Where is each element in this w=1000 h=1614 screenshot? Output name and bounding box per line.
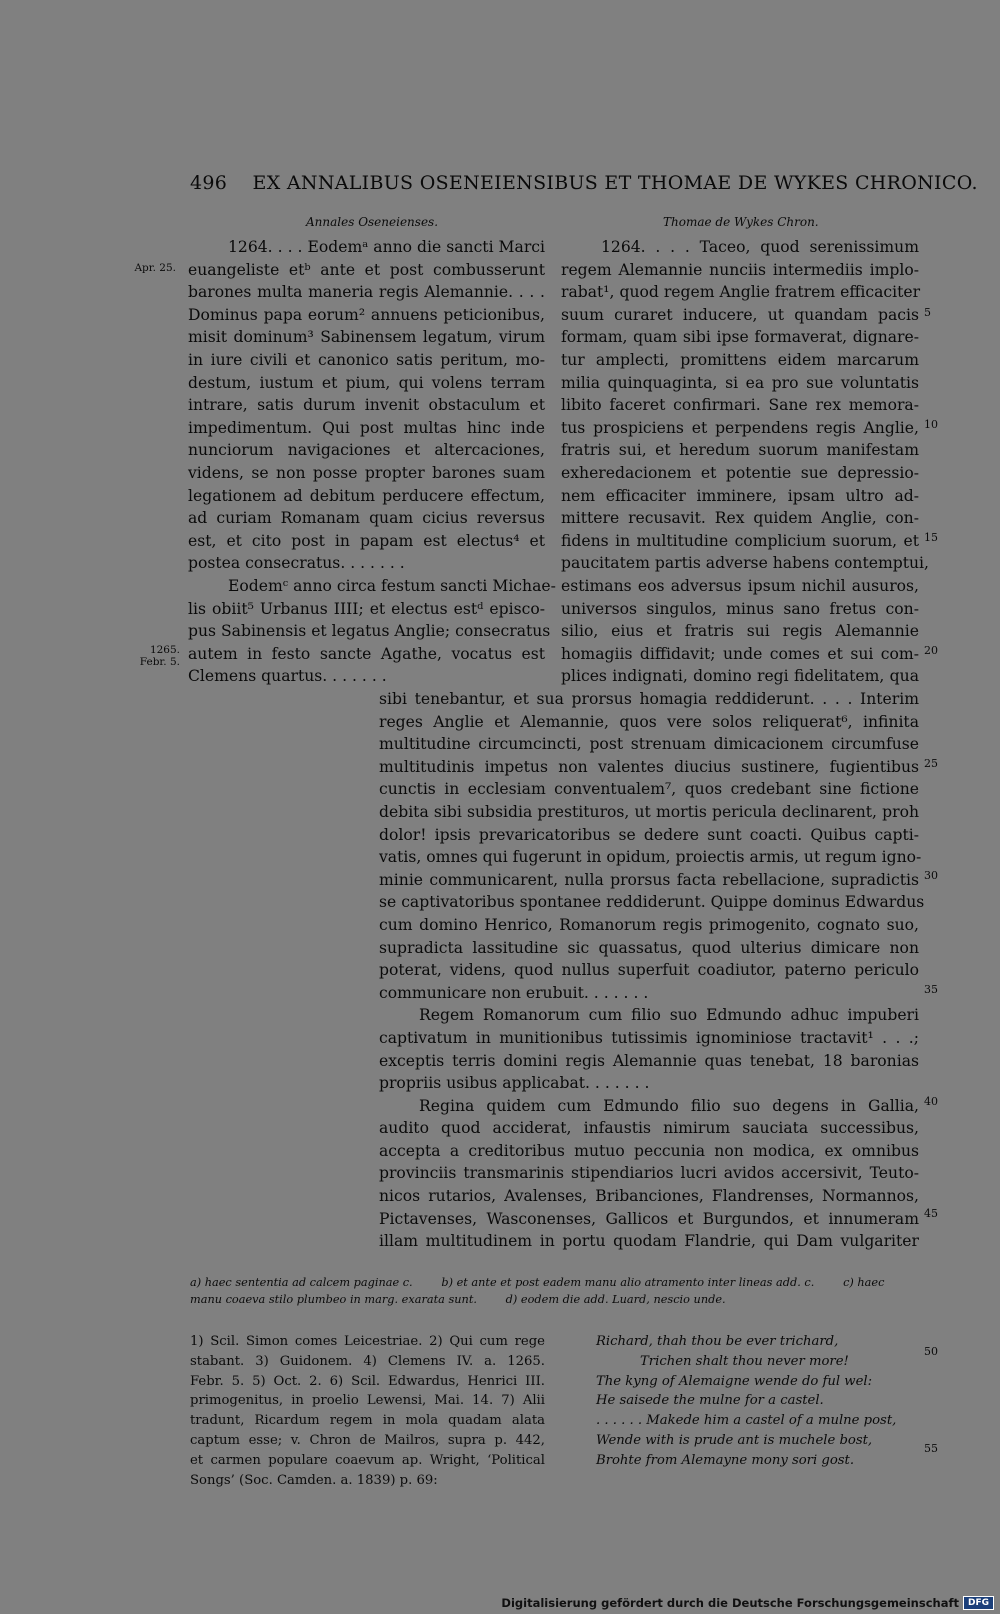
footnote-line: Songs’ (Soc. Camden. a. 1839) p. 69:: [190, 1472, 438, 1488]
text-line: Eodemᶜ anno circa festum sancti Michae-: [228, 576, 556, 595]
dfg-logo: DFG: [963, 1596, 994, 1610]
text-line: destum, iustum et pium, qui volens terram: [188, 373, 545, 392]
footnotes: [190, 1332, 545, 1490]
poem-line: Wende with is prude ant is muchele bost,: [596, 1432, 873, 1448]
poem-line: Trichen shalt thou never more!: [640, 1353, 849, 1369]
text-line: multitudinis impetus non valentes diucius sustinere, fugientibus: [379, 757, 919, 776]
poem-line: He saisede the mulne for a castel.: [596, 1393, 824, 1409]
text-line: propriis usibus applicabat. . . . . . .: [379, 1074, 650, 1093]
text-line: multitudine circumcincti, post strenuam dimicacionem circumfuse: [379, 735, 919, 754]
text-line: exceptis terris domini regis Alemannie quas tenebat, 18 baronias: [379, 1051, 919, 1070]
margin-date-apr: Apr. 25.: [134, 262, 176, 274]
text-line: fratris sui, et heredum suorum manifestam: [561, 441, 919, 460]
text-line: postea consecratus. . . . . . .: [188, 554, 405, 573]
text-line: homagiis diffidavit; unde comes et sui com-: [561, 644, 919, 663]
poem-quotation: [596, 1332, 916, 1471]
text-line: fidens in multitudine complicium suorum, et: [561, 531, 919, 550]
line-number: 50: [924, 1345, 938, 1358]
line-number: 10: [924, 418, 938, 431]
critical-note-line: a) haec sententia ad calcem paginae c. b) et ante et post eadem manu alio atramento inter lineas add. c. c) haec: [190, 1276, 885, 1289]
text-line: audito quod acciderat, infaustis nimirum sauciata successibus,: [379, 1119, 919, 1138]
line-number: 25: [924, 757, 938, 770]
footnote-line: stabant. 3) Guidonem. 4) Clemens IV. a. 1265.: [190, 1353, 545, 1369]
text-line: in iure civili et canonico satis peritum, mo-: [188, 350, 545, 369]
text-line: paucitatem partis adverse habens contemptui,: [561, 554, 929, 573]
text-line: nunciorum navigaciones et altercaciones,: [188, 441, 545, 460]
footnote-line: et carmen populare coaevum ap. Wright, ‘Political: [190, 1452, 545, 1468]
text-line: ad curiam Romanam quam cicius reversus: [188, 509, 545, 528]
line-number: 40: [924, 1095, 938, 1108]
text-line: 1264. . . . Taceo, quod serenissimum: [601, 238, 919, 256]
footnote-line: captum esse; v. Chron de Mailros, supra p. 442,: [190, 1432, 545, 1448]
text-line: captivatum in munitionibus tutissimis ignominiose tractavit¹ . . .;: [379, 1028, 919, 1047]
text-line: accepta a creditoribus mutuo peccunia non modica, ex omnibus: [379, 1141, 919, 1160]
text-line: Dominus papa eorum² annuens peticionibus,: [188, 305, 545, 324]
poem-line: The kyng of Alemaigne wende do ful wel:: [596, 1373, 873, 1389]
line-number: 5: [924, 306, 931, 319]
footnote-line: 1) Scil. Simon comes Leicestriae. 2) Qui cum rege: [190, 1334, 545, 1349]
poem-line: . . . . . . Makede him a castel of a mulne post,: [596, 1413, 897, 1429]
text-line: pus Sabinensis et legatus Anglie; consecratus: [188, 622, 551, 641]
footnote-line: Febr. 5. 5) Oct. 2. 6) Scil. Edwardus, Henrici III.: [190, 1373, 545, 1389]
right-column-text: [561, 236, 929, 688]
text-line: misit dominum³ Sabinensem legatum, virum: [188, 328, 545, 347]
credit-text: Digitalisierung gefördert durch die Deutsche Forschungsgemeinschaft: [501, 1596, 959, 1610]
text-line: exheredacionem et potentie sue depressio-: [561, 463, 919, 482]
line-number: 15: [924, 531, 938, 544]
text-line: plices indignati, domino regi fidelitatem, qua: [561, 667, 919, 686]
text-line: debita sibi subsidia prestituros, ut mortis pericula declinarent, proh: [379, 802, 919, 821]
text-line: est, et cito post in papam est electus⁴ et: [188, 531, 545, 550]
wide-text-block: [379, 688, 925, 1253]
text-line: universos singulos, minus sano fretus con-: [561, 599, 919, 618]
text-line: Regina quidem cum Edmundo filio suo degens in Gallia,: [419, 1096, 919, 1115]
critical-note-line: manu coaeva stilo plumbeo in marg. exarata sunt. d) eodem die add. Luard, nescio unde.: [190, 1293, 726, 1306]
text-line: sibi tenebantur, et sua prorsus homagia reddiderunt. . . . Interim: [379, 690, 919, 708]
margin-date-febr: Febr. 5.: [139, 656, 180, 668]
line-number: 55: [924, 1442, 938, 1455]
poem-line: Brohte from Alemayne mony sori gost.: [596, 1452, 855, 1468]
poem-line: Richard, thah thou be ever trichard,: [596, 1334, 839, 1349]
digitization-credit: [501, 1596, 994, 1610]
text-line: tus prospiciens et perpendens regis Anglie,: [561, 418, 919, 437]
footnote-line: primogenitus, in proelio Lewensi, Mai. 14. 7) Alii: [190, 1393, 545, 1409]
text-line: cunctis in ecclesiam conventualem⁷, quos credebant sine fictione: [379, 780, 919, 799]
text-line: 1264. . . . Eodemᵃ anno die sancti Marci: [228, 238, 545, 256]
text-line: supradicta lassitudine sic quassatus, quod ulterius dimicare non: [379, 938, 919, 957]
page-header: [190, 172, 978, 194]
text-line: videns, se non posse propter barones suam: [188, 463, 545, 482]
text-line: vatis, omnes qui fugerunt in opidum, proiectis armis, ut regum igno-: [379, 848, 922, 867]
text-line: impedimentum. Qui post multas hinc inde: [188, 418, 545, 437]
text-line: Pictavenses, Wasconenses, Gallicos et Burgundos, et innumeram: [379, 1209, 919, 1228]
text-line: lis obiit⁵ Urbanus IIII; et electus estᵈ episco-: [188, 599, 545, 618]
text-line: reges Anglie et Alemannie, quos vere solos reliquerat⁶, infinita: [379, 712, 919, 731]
text-line: barones multa maneria regis Alemannie. . . .: [188, 283, 545, 302]
line-number: 30: [924, 869, 938, 882]
text-line: silio, eius et fratris sui regis Alemannie: [561, 622, 919, 641]
left-column-heading: Annales Oseneienses.: [306, 215, 439, 229]
text-line: se captivatoribus spontanee reddiderunt. Quippe dominus Edwardus: [379, 893, 925, 912]
right-column-heading: Thomae de Wykes Chron.: [663, 215, 819, 229]
text-line: poterat, videns, quod nullus superfuit coadiutor, paterno periculo: [379, 961, 919, 980]
text-line: formam, quam sibi ipse formaverat, dignare-: [561, 328, 919, 347]
text-line: illam multitudinem in portu quodam Flandrie, qui Dam vulgariter: [379, 1232, 919, 1251]
text-line: minie communicarent, nulla prorsus facta rebellacione, supradictis: [379, 870, 919, 889]
text-line: autem in festo sancte Agathe, vocatus est: [188, 644, 545, 663]
text-line: Clemens quartus. . . . . . .: [188, 667, 387, 686]
margin-date-year: 1265.: [149, 644, 180, 656]
text-line: Regem Romanorum cum filio suo Edmundo adhuc impuberi: [419, 1006, 919, 1025]
text-line: legationem ad debitum perducere effectum,: [188, 486, 545, 505]
text-line: dolor! ipsis prevaricatoribus se dedere sunt coacti. Quibus capti-: [379, 825, 919, 844]
text-line: mittere recusavit. Rex quidem Anglie, con-: [561, 509, 919, 528]
text-line: rabat¹, quod regem Anglie fratrem efficaciter: [561, 283, 921, 302]
text-line: milia quinquaginta, si ea pro sue voluntatis: [561, 373, 919, 392]
text-line: tur amplecti, promittens eidem marcarum: [561, 350, 919, 369]
text-line: communicare non erubuit. . . . . . .: [379, 983, 649, 1002]
line-number: 20: [924, 644, 938, 657]
text-line: nicos rutarios, Avalenses, Bribanciones, Flandrenses, Normannos,: [379, 1187, 919, 1206]
line-number: 45: [924, 1207, 938, 1220]
text-line: libito faceret confirmari. Sane rex memora-: [561, 396, 919, 415]
text-line: euangeliste etᵇ ante et post combusserunt: [188, 260, 545, 279]
text-line: suum curaret inducere, ut quandam pacis: [561, 305, 919, 324]
text-line: provinciis transmarinis stipendiarios lucri avidos accersivit, Teuto-: [379, 1164, 919, 1183]
page-title: EX ANNALIBUS OSENEIENSIBUS ET THOMAE DE WYKES CHRONICO.: [252, 172, 978, 194]
critical-apparatus: [190, 1274, 920, 1308]
text-line: regem Alemannie nunciis intermediis implo-: [561, 260, 919, 279]
line-number: 35: [924, 983, 938, 996]
footnote-line: tradunt, Ricardum regem in mola quadam alata: [190, 1413, 545, 1429]
text-line: nem efficaciter imminere, ipsam ultro ad-: [561, 486, 919, 505]
page-number: 496: [190, 172, 228, 194]
text-line: intrare, satis durum invenit obstaculum et: [188, 396, 545, 415]
left-column-text: [188, 236, 556, 688]
text-line: estimans eos adversus ipsum nichil ausuros,: [561, 576, 919, 595]
text-line: cum domino Henrico, Romanorum regis primogenito, cognato suo,: [379, 915, 919, 934]
